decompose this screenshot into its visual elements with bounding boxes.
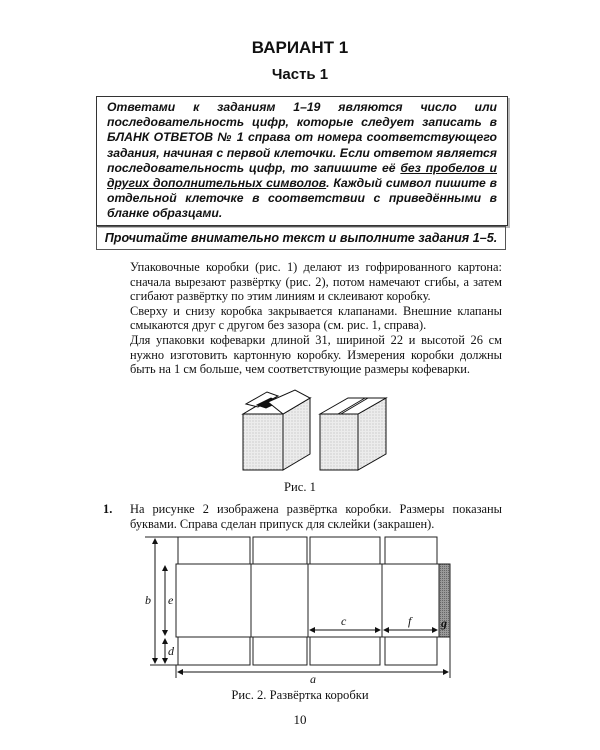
label-f: f <box>408 614 412 628</box>
paragraph: Сверху и снизу коробка закрывается клапанами. Внешние клапаны смыкаются друг с другом без зазора (см. рис. 1, справа). <box>130 303 502 333</box>
task-text: На рисунке 2 изображена развёртка коробки. Размеры показаны буквами. Справа сделан припуск для склейки (закрашен). <box>130 502 502 531</box>
label-d: d <box>168 644 174 658</box>
figure-1-caption: Рис. 1 <box>284 480 316 494</box>
instructions-text: Ответами к заданиям 1–19 являются число или последовательность цифр, которые следует записать в БЛАНК ОТВЕТОВ № 1 справа от номера соответствующего задания, начиная с первой клеточки. Если ответом является последовательность цифр, то запишите её <box>107 100 497 175</box>
figure-2-caption: Рис. 2. Развёртка коробки <box>231 688 369 702</box>
open-box-figure <box>243 390 310 470</box>
paragraph: Для упаковки кофеварки длиной 31, шириной 22 и высотой 26 см нужно изготовить картонную коробку. Измерения коробки должны быть на 1 см больше, чем соответствующие размеры кофеварки. <box>130 332 502 377</box>
box-net-diagram <box>145 537 450 678</box>
read-prompt: Прочитайте внимательно текст и выполните задания 1–5. <box>96 226 506 250</box>
label-a: a <box>310 672 316 686</box>
instructions-underlined: без пробелов и других дополнительных символов <box>107 160 497 191</box>
task-number: 1. <box>103 502 113 516</box>
label-g: g <box>441 616 447 630</box>
page-number: 10 <box>293 712 307 727</box>
part-title: Часть 1 <box>271 66 329 83</box>
label-e: e <box>168 593 174 607</box>
variant-title: ВАРИАНТ 1 <box>251 38 349 57</box>
instructions-text-end: . Каждый символ пишите в отдельной клеточке в соответствии с приведёнными в бланке образцами. <box>107 176 497 221</box>
label-b: b <box>145 593 151 607</box>
paragraph: Упаковочные коробки (рис. 1) делают из гофрированного картона: сначала вырезают развёртку (рис. 2), потом намечают сгибы, а затем сгибают развёртку по этим линиям и склеивают коробку. <box>130 260 502 304</box>
closed-box-figure <box>320 398 386 470</box>
label-c: c <box>341 614 347 628</box>
